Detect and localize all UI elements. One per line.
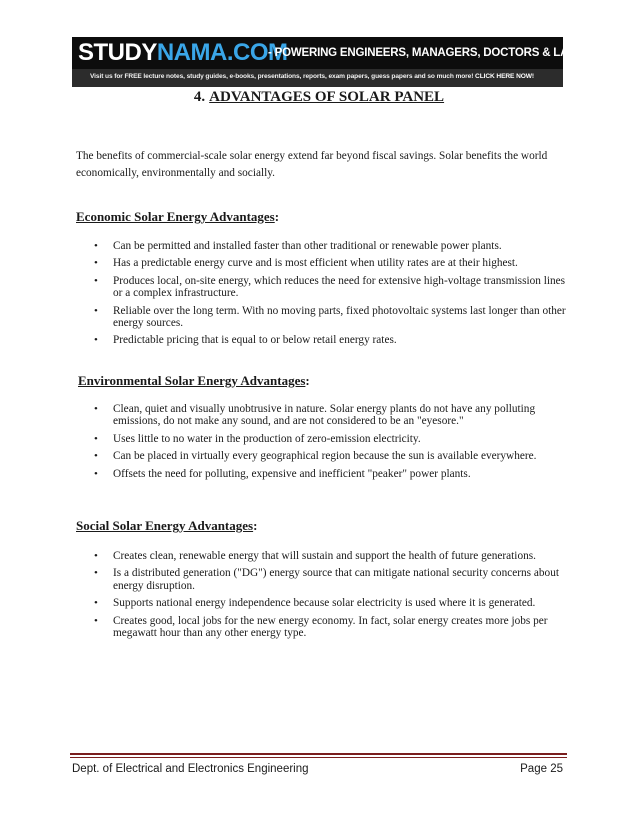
environmental-list xyxy=(76,403,568,485)
list-item xyxy=(76,450,568,462)
list-item-text: Supports national energy independence because solar electricity is used where it is generated. xyxy=(113,597,536,610)
banner-tagline: - POWERING ENGINEERS, MANAGERS, DOCTORS & LAWYERS. xyxy=(268,47,612,59)
social-heading-colon: : xyxy=(253,518,258,533)
title-number: 4. xyxy=(193,89,206,105)
economic-heading-text: Economic Solar Energy Advantages xyxy=(76,209,275,224)
list-item-text: Offsets the need for polluting, expensive and inefficient "peaker" power plants. xyxy=(113,467,471,480)
list-item-text: Can be placed in virtually every geographical region because the sun is available everywhere. xyxy=(113,450,537,463)
bullet-icon: • xyxy=(94,567,98,580)
intro-paragraph: The benefits of commercial-scale solar energy extend far beyond fiscal savings. Solar benefits the world economically, environmentally and socially. xyxy=(76,150,548,179)
logo-part-2: NAMA.COM xyxy=(156,39,288,66)
economic-list xyxy=(76,240,568,352)
list-item xyxy=(76,567,568,592)
list-item-text: Creates good, local jobs for the new energy economy. In fact, solar energy creates more jobs per megawatt hour than any other energy type. xyxy=(113,614,548,640)
bullet-icon: • xyxy=(94,550,98,562)
list-item xyxy=(76,257,568,269)
studynama-banner[interactable] xyxy=(72,37,612,87)
bullet-icon: • xyxy=(94,240,98,252)
list-item-text: Uses little to no water in the production of zero-emission electricity. xyxy=(113,432,421,445)
footer-divider-thick xyxy=(70,753,567,755)
list-item xyxy=(76,334,568,346)
list-item xyxy=(76,615,568,640)
list-item xyxy=(76,275,568,300)
list-item-text: Clean, quiet and visually unobtrusive in nature. Solar energy plants do not have any polluting emissions, do not make any sound, and are not considered to be an "eyesore." xyxy=(113,403,536,428)
economic-heading xyxy=(76,209,279,225)
bullet-icon: • xyxy=(94,304,98,317)
list-item-text: Is a distributed generation ("DG") energy source that can mitigate national security concerns about energy disruption. xyxy=(113,567,559,592)
environmental-heading-text: Environmental Solar Energy Advantages xyxy=(78,373,306,388)
bullet-icon: • xyxy=(94,334,98,347)
social-list xyxy=(76,550,568,644)
list-item-text: Reliable over the long term. With no moving parts, fixed photovoltaic systems last longer than other energy sources. xyxy=(113,304,566,330)
page-title xyxy=(0,88,638,106)
bullet-icon: • xyxy=(94,597,98,610)
list-item-text: Has a predictable energy curve and is most efficient when utility rates are at their highest. xyxy=(113,257,518,270)
title-text: ADVANTAGES OF SOLAR PANEL xyxy=(209,89,445,105)
list-item-text: Predictable pricing that is equal to or below retail energy rates. xyxy=(113,334,397,347)
footer-page-number: Page 25 xyxy=(520,763,563,775)
environmental-heading-colon: : xyxy=(305,373,310,388)
economic-heading-colon: : xyxy=(274,209,280,224)
banner-links[interactable] xyxy=(90,72,534,82)
bullet-icon: • xyxy=(94,403,98,415)
bullet-icon: • xyxy=(94,614,98,627)
list-item xyxy=(76,468,568,480)
environmental-heading xyxy=(78,373,310,389)
social-heading-text: Social Solar Energy Advantages xyxy=(76,518,254,533)
list-item xyxy=(76,433,568,445)
social-heading xyxy=(76,518,257,534)
list-item xyxy=(76,597,568,609)
list-item-text: Produces local, on-site energy, which reduces the need for extensive high-voltage transmission lines or a complex infrastructure. xyxy=(113,274,566,300)
banner-cta-link[interactable]: CLICK HERE NOW! xyxy=(475,73,534,80)
bullet-icon: • xyxy=(94,274,98,287)
logo-part-1: STUDY xyxy=(78,39,157,66)
bullet-icon: • xyxy=(94,467,98,480)
list-item xyxy=(76,240,568,252)
list-item-text: Can be permitted and installed faster than other traditional or renewable power plants. xyxy=(113,240,502,252)
studynama-logo xyxy=(78,40,288,66)
bullet-icon: • xyxy=(94,450,98,463)
bullet-icon: • xyxy=(94,257,98,270)
list-item xyxy=(76,305,568,330)
bullet-icon: • xyxy=(94,432,98,445)
list-item-text: Creates clean, renewable energy that will sustain and support the health of future generations. xyxy=(113,550,536,562)
list-item xyxy=(76,403,568,428)
banner-top xyxy=(72,37,612,69)
footer-divider-thin xyxy=(70,757,567,758)
footer-department: Dept. of Electrical and Electronics Engineering xyxy=(72,763,309,775)
list-item xyxy=(76,550,568,562)
banner-links-text: Visit us for FREE lecture notes, study guides, e-books, presentations, reports, exam papers, guess papers and so much more! xyxy=(90,73,474,80)
